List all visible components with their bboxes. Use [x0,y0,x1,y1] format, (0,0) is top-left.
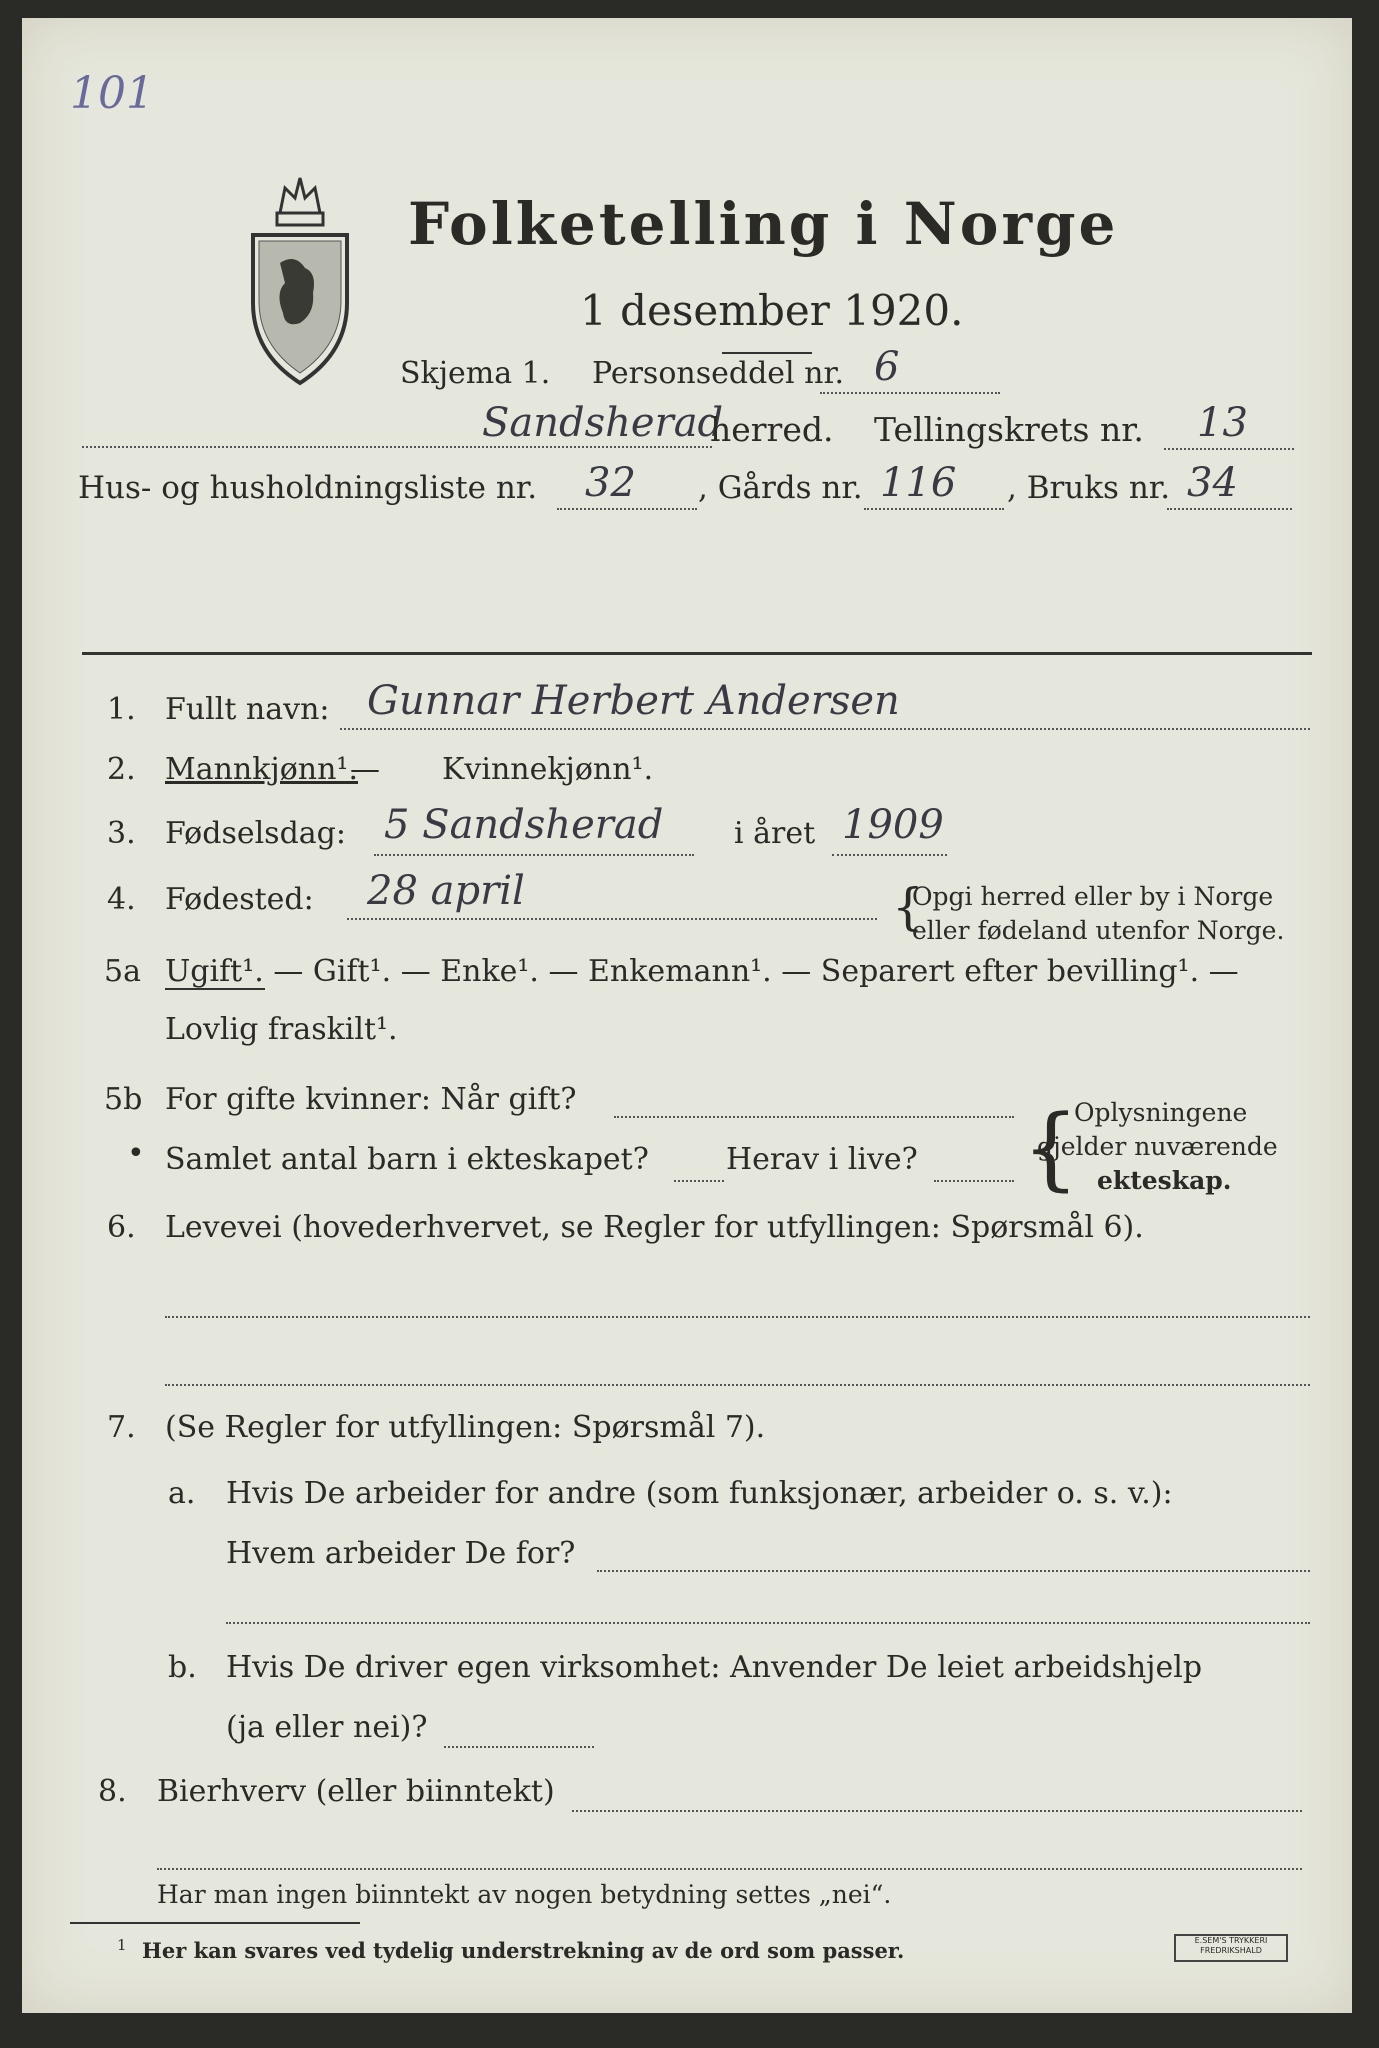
q5b-note-3: ekteskap. [1097,1166,1232,1195]
hus-value: 32 [585,460,636,506]
children-line [674,1180,724,1182]
brace-icon: { [892,878,924,936]
census-date: 1 desember 1920. [580,286,964,335]
marital-options: Ugift¹. — Gift¹. — Enke¹. — Enkemann¹. — Separert efter bevilling¹. — [165,954,1239,989]
printer-stamp: E.SEM'S TRYKKERI FREDRIKSHALD [1174,1934,1288,1962]
q5b-alive-label: Herav i live? [726,1142,918,1177]
census-form-sheet [22,18,1352,2013]
marital-options-2: Lovlig fraskilt¹. [165,1012,398,1047]
q4-note-1: Opgi herred eller by i Norge [912,882,1274,911]
q8-label: Bierhverv (eller biinntekt) [157,1774,555,1809]
year-line [832,854,947,856]
q2-separator: — [350,752,380,787]
q4-number: 4. [107,882,136,917]
personseddel-label: Personseddel nr. [592,356,845,391]
year-label: i året [734,816,816,851]
birth-year-value: 1909 [842,802,944,848]
q7-number: 7. [107,1410,136,1445]
q5b-note-1: Oplysningene [1074,1098,1248,1127]
q7b-line-2: (ja eller nei)? [226,1710,428,1745]
bruks-line [1167,508,1292,510]
tellingskrets-line [1164,448,1294,450]
q7a-line-1: Hvis De arbeider for andre (som funksjonær, arbeider o. s. v.): [226,1476,1173,1511]
q8-line [572,1810,1302,1812]
q2-number: 2. [107,752,136,787]
q5b-label: For gifte kvinner: Når gift? [165,1082,577,1117]
personseddel-value: 6 [874,344,900,390]
q6-line-2 [165,1384,1310,1386]
footnote-text: Her kan svares ved tydelig understrekning av de ord som passer. [142,1938,905,1963]
q4-line [347,918,877,920]
q4-label: Fødested: [165,882,314,917]
q7-label: (Se Regler for utfyllingen: Spørsmål 7). [165,1410,766,1445]
q1-label: Fullt navn: [165,692,330,727]
q7b-line [444,1746,594,1748]
full-name-value: Gunnar Herbert Andersen [367,678,900,724]
alive-line [934,1180,1014,1182]
tellingskrets-value: 13 [1197,400,1248,446]
q8-line-extra [157,1868,1302,1870]
q7a-line-extra [226,1622,1310,1624]
marginal-note: 101 [70,68,154,119]
q5b-number: 5b [104,1082,143,1117]
q8-note: Har man ingen biinntekt av nogen betydning settes „nei“. [157,1880,892,1909]
personseddel-line [820,392,1000,394]
q5a-number: 5a [104,954,141,989]
birthday-value: 5 Sandsherad [384,802,664,848]
q8-number: 8. [98,1774,127,1809]
q3-number: 3. [107,816,136,851]
option-mannkjonn: Mannkjønn¹. [165,752,358,787]
q3-label: Fødselsdag: [165,816,346,851]
q6-line-1 [165,1316,1310,1318]
gards-line [864,508,1004,510]
q5b-children-label: Samlet antal barn i ekteskapet? [165,1142,649,1177]
q1-line [340,728,1310,730]
q5b-note-2: gjelder nuværende [1037,1132,1278,1161]
bruks-value: 34 [1187,460,1238,506]
q7a-number: a. [168,1476,196,1511]
bruks-label: , Bruks nr. [1007,470,1171,506]
q7a-line [597,1570,1310,1572]
option-kvinnekjonn: Kvinnekjønn¹. [442,752,654,787]
q1-number: 1. [107,692,136,727]
q3-line [374,854,694,856]
tellingskrets-label: Tellingskrets nr. [874,410,1144,449]
herred-label: herred. [710,410,834,449]
hus-line [557,508,697,510]
q7a-line-2: Hvem arbeider De for? [226,1536,576,1571]
q4-note-2: eller fødeland utenfor Norge. [912,916,1285,945]
q6-number: 6. [107,1210,136,1245]
q7b-line-1: Hvis De driver egen virksomhet: Anvender De leiet arbeidshjelp [226,1650,1203,1685]
footnote-number: 1 [117,1936,127,1954]
brace-icon-2: { [1022,1096,1080,1201]
bullet: • [127,1136,145,1171]
gards-value: 116 [880,460,957,506]
hus-label: Hus- og husholdningsliste nr. [78,470,538,506]
gards-label: , Gårds nr. [698,470,863,506]
coat-of-arms-icon [245,173,355,388]
herred-line [82,446,712,448]
birthplace-value: 28 april [367,868,525,914]
herred-value: Sandsherad [482,400,724,446]
skjema-label: Skjema 1. [400,356,551,391]
form-title: Folketelling i Norge [408,190,1119,258]
title-divider [722,352,812,354]
q5b-line [614,1116,1014,1118]
footnote-rule [70,1922,360,1924]
ugift-underline [165,988,265,990]
q6-label: Levevei (hovederhvervet, se Regler for utfyllingen: Spørsmål 6). [165,1210,1144,1245]
q7b-number: b. [168,1650,197,1685]
header-rule [82,652,1312,655]
